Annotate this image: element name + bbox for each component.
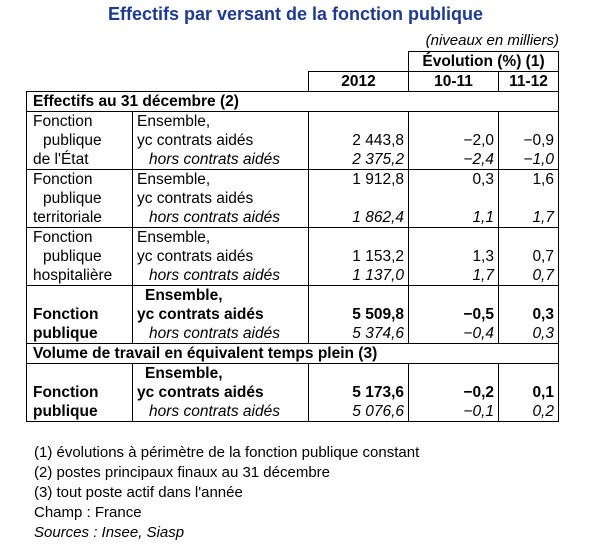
footnote: (3) tout poste actif dans l'année (34, 484, 243, 501)
value-2012: 5 173,6 (309, 383, 409, 402)
versant-hospitaliere: Fonction publique hospitalière (27, 228, 133, 286)
sources-note: Sources : Insee, Siasp (34, 524, 185, 541)
col-11-12: 11-12 (499, 72, 559, 92)
hors-label: hors contrats aidés (133, 208, 309, 228)
versant-territoriale: Fonction publique territoriale (27, 170, 133, 228)
value-2012: 2 443,8 (309, 131, 409, 150)
ensemble-label: Ensemble, (137, 171, 211, 188)
value-11-12: 1,6 (499, 170, 559, 190)
hors-2012: 1 862,4 (309, 208, 409, 228)
page-title: Effectifs par versant de la fonction publique (107, 4, 484, 24)
value-10-11: −0,2 (409, 383, 499, 402)
hors-label: hors contrats aidés (133, 402, 309, 422)
hors-11-12: 0,7 (499, 266, 559, 286)
hors-11-12: 1,7 (499, 208, 559, 228)
ensemble-label: Ensemble, (145, 287, 223, 304)
hors-label: hors contrats aidés (133, 324, 309, 344)
value-11-12: −0,9 (499, 131, 559, 150)
value-2012: 1 153,2 (309, 247, 409, 266)
ensemble-label: yc contrats aidés (137, 190, 254, 207)
col-2012: 2012 (309, 72, 409, 92)
value-10-11: 1,3 (409, 247, 499, 266)
hors-2012: 1 137,0 (309, 266, 409, 286)
ensemble-label: Ensemble, (137, 229, 211, 246)
footnote: (1) évolutions à périmètre de la fonction publique constant (34, 444, 420, 461)
hors-10-11: 1,7 (409, 266, 499, 286)
ensemble-label: Ensemble, (145, 365, 223, 382)
total-fonction-publique: Fonction publique (27, 286, 133, 344)
hors-10-11: −0,4 (409, 324, 499, 344)
data-table (26, 51, 559, 422)
ensemble-label: yc contrats aidés (137, 306, 264, 323)
unit-note: (niveaux en milliers) (425, 32, 559, 49)
hors-2012: 5 374,6 (309, 324, 409, 344)
ensemble-label: yc contrats aidés (137, 384, 264, 401)
value-10-11: −0,5 (409, 305, 499, 324)
hors-label: hors contrats aidés (133, 266, 309, 286)
ensemble-label: yc contrats aidés (137, 132, 254, 149)
value-10-11: 0,3 (409, 170, 499, 190)
hors-11-12: −1,0 (499, 150, 559, 170)
footnote: Champ : France (34, 504, 142, 521)
value-11-12: 0,7 (499, 247, 559, 266)
footnotes (34, 443, 419, 543)
hors-10-11: 1,1 (409, 208, 499, 228)
value-2012: 5 509,8 (309, 305, 409, 324)
hors-2012: 5 076,6 (309, 402, 409, 422)
hors-label: hors contrats aidés (133, 150, 309, 170)
total-fonction-publique-etp: Fonction publique (27, 364, 133, 422)
col-10-11: 10-11 (409, 72, 499, 92)
value-11-12: 0,3 (499, 305, 559, 324)
hors-2012: 2 375,2 (309, 150, 409, 170)
value-2012: 1 912,8 (309, 170, 409, 190)
section-effectifs: Effectifs au 31 décembre (2) (27, 92, 559, 112)
ensemble-label: Ensemble, (137, 113, 211, 130)
hors-10-11: −2,4 (409, 150, 499, 170)
value-11-12: 0,1 (499, 383, 559, 402)
ensemble-label: yc contrats aidés (137, 248, 254, 265)
hors-10-11: −0,1 (409, 402, 499, 422)
hors-11-12: 0,3 (499, 324, 559, 344)
hors-11-12: 0,2 (499, 402, 559, 422)
value-10-11: −2,0 (409, 131, 499, 150)
versant-etat: Fonction publique de l'État (27, 112, 133, 170)
footnote: (2) postes principaux finaux au 31 décembre (34, 464, 331, 481)
section-etp: Volume de travail en équivalent temps plein (3) (27, 344, 559, 364)
evolution-header: Évolution (%) (1) (409, 52, 559, 72)
